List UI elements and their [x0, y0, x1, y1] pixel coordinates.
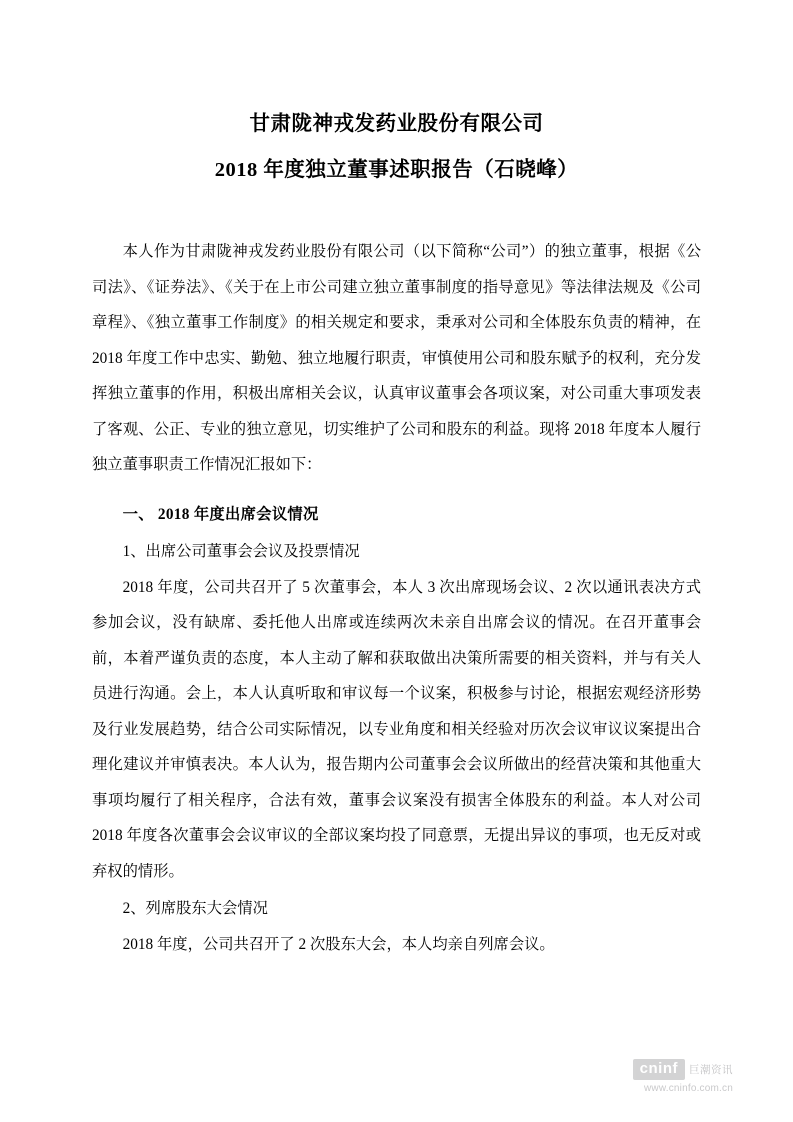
watermark-url: www.cninfo.com.cn [644, 1083, 733, 1094]
subsection-heading-2: 2、列席股东大会情况 [122, 900, 268, 917]
section-heading-1: 一、 2018 年度出席会议情况 [122, 505, 319, 523]
page-title-line-2: 2018 年度独立董事述职报告（石晓峰） [214, 159, 579, 181]
subsection-heading-1: 1、出席公司董事会会议及投票情况 [122, 543, 360, 560]
subsection-paragraph-1: 2018 年度，公司共召开了 5 次董事会，本人 3 次出席现场会议、2 次以通讯表决方式参加会议，没有缺席、委托他人出席或连续两次未亲自出席会议的情况。在召开董事会前，本着严谨负责的态度，本人主动了解和获取做出决策所需要的相关资料，并与有关人员进行沟通。会上，本人认真听取和审议每一个议案，积极参与讨论，根据宏观经济形势及行业发展趋势，结合公司实际情况，以专业角度和相关经验对历次会议审议议案提出合理化建议并审慎表决。本人认为，报告期内公司董事会会议所做出的经营决策和其他重大事项均履行了相关程序，合法有效，董事会议案没有损害全体股东的利益。本人对公司 2018 年度各次董事会会议审议的全部议案均投了同意票，无提出异议的事项，也无反对或弃权的情形。 [92, 578, 701, 880]
watermark-label: 巨潮资讯 [689, 1063, 733, 1076]
watermark-row [613, 1059, 733, 1080]
page-title-line-1: 甘肃陇神戎发药业股份有限公司 [249, 113, 544, 135]
subsection-paragraph-2: 2018 年度，公司共召开了 2 次股东大会，本人均亲自列席会议。 [122, 935, 555, 953]
cninfo-logo-icon: cninf [633, 1059, 685, 1080]
intro-paragraph: 本人作为甘肃陇神戎发药业股份有限公司（以下简称“公司”）的独立董事，根据《公司法》、《证券法》、《关于在上市公司建立独立董事制度的指导意见》等法律法规及《公司章程》、《独立董事工作制度》的相关规定和要求，秉承对公司和全体股东负责的精神，在 2018 年度工作中忠实、勤勉、独立地履行职责，审慎使用公司和股东赋予的权利，充分发挥独立董事的作用，积极出席相关会议，认真审议董事会各项议案，对公司重大事项发表了客观、公正、专业的独立意见，切实维护了公司和股东的利益。现将 2018 年度本人履行独立董事职责工作情况汇报如下： [92, 243, 701, 473]
cninfo-watermark [613, 1059, 733, 1094]
document-body [92, 234, 701, 962]
